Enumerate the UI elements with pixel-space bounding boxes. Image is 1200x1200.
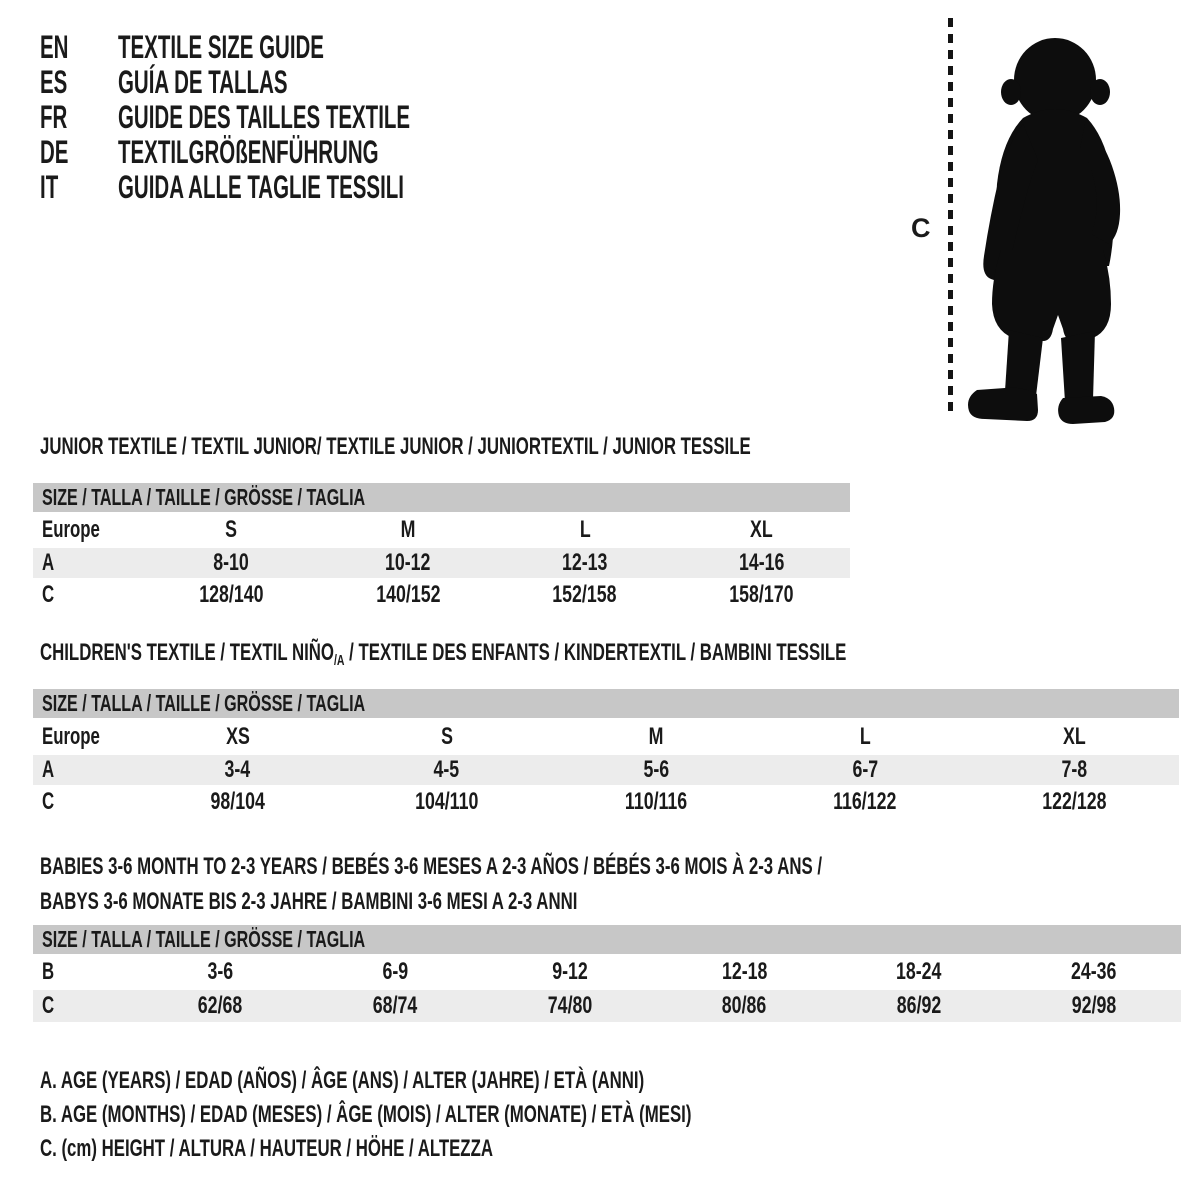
row-label-text: A bbox=[42, 756, 55, 783]
row-label-text: C bbox=[42, 787, 55, 815]
table-cell bbox=[497, 548, 674, 578]
cell-text: 6-9 bbox=[382, 958, 408, 985]
lang-code-en bbox=[40, 30, 118, 65]
table-cell bbox=[970, 755, 1179, 785]
table-cell bbox=[673, 548, 850, 578]
lang-title-text: TEXTILGRÖßENFÜHRUNG bbox=[118, 134, 379, 170]
size-header-text: SIZE / TALLA / TAILLE / GRÖSSE / TAGLIA bbox=[42, 484, 366, 510]
legend-text: B. AGE (MONTHS) / EDAD (MESES) / ÂGE (MOIS) / ALTER (MONATE) / ETÀ (MESI) bbox=[40, 1101, 692, 1128]
lang-code-text: IT bbox=[40, 169, 59, 205]
table-cell bbox=[482, 990, 657, 1022]
row-label-text: A bbox=[42, 549, 55, 576]
table-cell bbox=[482, 954, 657, 990]
row-label-cell bbox=[33, 990, 133, 1022]
size-col-header bbox=[761, 718, 970, 755]
cell-text: 158/170 bbox=[729, 581, 794, 608]
size-col-text: XS bbox=[225, 722, 250, 750]
cell-text: 18-24 bbox=[896, 958, 942, 985]
babies-months-row bbox=[33, 954, 1181, 990]
lang-title-de bbox=[118, 135, 574, 170]
junior-columns-row bbox=[33, 512, 850, 548]
junior-height-row bbox=[33, 578, 850, 612]
cell-text: 12-18 bbox=[721, 958, 768, 985]
size-col-header bbox=[970, 718, 1179, 755]
table-cell bbox=[1006, 990, 1181, 1022]
table-cell bbox=[133, 755, 342, 785]
size-col-text: XL bbox=[750, 516, 773, 543]
cell-text: 140/152 bbox=[376, 581, 441, 608]
size-col-header bbox=[133, 718, 342, 755]
cell-text: 122/128 bbox=[1042, 787, 1107, 815]
table-cell bbox=[143, 578, 320, 612]
legend-line-b bbox=[40, 1098, 971, 1132]
children-title-text bbox=[40, 640, 846, 674]
children-title-post: / TEXTILE DES ENFANTS / KINDERTEXTIL / BAMBINI TESSILE bbox=[344, 639, 847, 666]
size-header-band bbox=[33, 689, 1179, 718]
babies-size-table bbox=[33, 925, 1181, 1022]
baby-silhouette-icon bbox=[963, 28, 1141, 428]
size-col-text: L bbox=[579, 516, 591, 543]
lang-code-text: EN bbox=[40, 29, 69, 65]
lang-code-de bbox=[40, 135, 118, 170]
size-col-text: XL bbox=[1063, 722, 1086, 750]
cell-text: 12-13 bbox=[562, 549, 608, 576]
row-label-text: B bbox=[42, 958, 55, 985]
height-dashed-line bbox=[948, 18, 953, 416]
babies-height-row bbox=[33, 990, 1181, 1022]
table-cell bbox=[832, 954, 1007, 990]
table-cell bbox=[1006, 954, 1181, 990]
region-label-text: Europe bbox=[42, 722, 100, 750]
cell-text: 8-10 bbox=[213, 549, 250, 576]
cell-text: 68/74 bbox=[372, 992, 418, 1019]
row-label-cell bbox=[33, 548, 143, 578]
cell-text: 152/158 bbox=[552, 581, 617, 608]
children-section-title bbox=[40, 640, 1192, 674]
lang-code-fr bbox=[40, 100, 118, 135]
size-col-text: M bbox=[400, 516, 416, 543]
cell-text: 14-16 bbox=[738, 549, 785, 576]
lang-code-it bbox=[40, 170, 118, 205]
size-col-text: L bbox=[859, 722, 871, 750]
table-cell bbox=[970, 785, 1179, 818]
row-label-cell bbox=[33, 755, 133, 785]
cell-text: 3-6 bbox=[207, 958, 234, 985]
row-label-text: C bbox=[42, 992, 55, 1019]
lang-code-text: DE bbox=[40, 134, 69, 170]
cell-text: 9-12 bbox=[551, 958, 588, 985]
cell-text: 24-36 bbox=[1070, 958, 1117, 985]
size-col-text: M bbox=[648, 722, 664, 750]
row-label-cell bbox=[33, 785, 133, 818]
table-cell bbox=[673, 578, 850, 612]
cell-text: 5-6 bbox=[643, 756, 669, 783]
size-col-header bbox=[143, 512, 320, 548]
table-cell bbox=[133, 954, 308, 990]
lang-title-fr bbox=[118, 100, 574, 135]
size-col-header bbox=[551, 718, 760, 755]
lang-title-text: GUÍA DE TALLAS bbox=[118, 64, 288, 100]
table-cell bbox=[342, 785, 551, 818]
cell-text: 110/116 bbox=[624, 787, 688, 815]
cell-text: 7-8 bbox=[1061, 756, 1088, 783]
children-height-row bbox=[33, 785, 1179, 818]
junior-section-title bbox=[40, 434, 1055, 460]
row-label-text: C bbox=[42, 581, 55, 608]
size-header-text: SIZE / TALLA / TAILLE / GRÖSSE / TAGLIA bbox=[42, 926, 366, 952]
size-col-header bbox=[673, 512, 850, 548]
table-cell bbox=[761, 785, 970, 818]
children-columns-row bbox=[33, 718, 1179, 755]
region-label-text: Europe bbox=[42, 516, 100, 543]
junior-size-table bbox=[33, 483, 850, 612]
size-header-band bbox=[33, 925, 1181, 954]
table-cell bbox=[761, 755, 970, 785]
size-col-text: S bbox=[440, 722, 453, 750]
children-title-sub: /A bbox=[333, 652, 345, 669]
size-col-header bbox=[342, 718, 551, 755]
cell-text: 10-12 bbox=[385, 549, 431, 576]
cell-text: 4-5 bbox=[433, 756, 460, 783]
babies-title-line1: BABIES 3-6 MONTH TO 2-3 YEARS / BEBÉS 3-6 MESES A 2-3 AÑOS / BÉBÉS 3-6 MOIS À 2-3 ANS / bbox=[40, 853, 823, 880]
junior-title-text: JUNIOR TEXTILE / TEXTIL JUNIOR/ TEXTILE JUNIOR / JUNIORTEXTIL / JUNIOR TESSILE bbox=[40, 433, 751, 460]
table-cell bbox=[133, 785, 342, 818]
lang-title-es bbox=[118, 65, 574, 100]
legend-text: A. AGE (YEARS) / EDAD (AÑOS) / ÂGE (ANS) / ALTER (JAHRE) / ETÀ (ANNI) bbox=[40, 1067, 645, 1094]
lang-title-text: GUIDA ALLE TAGLIE TESSILI bbox=[118, 169, 404, 205]
babies-section-title bbox=[40, 849, 1157, 919]
table-cell bbox=[497, 578, 674, 612]
cell-text: 62/68 bbox=[198, 992, 243, 1019]
cell-text: 86/92 bbox=[896, 992, 942, 1019]
height-figure bbox=[905, 10, 1160, 420]
cell-text: 98/104 bbox=[210, 787, 265, 815]
height-measure-label: C bbox=[911, 213, 931, 243]
table-cell bbox=[832, 990, 1007, 1022]
cell-text: 74/80 bbox=[547, 992, 592, 1019]
cell-text: 80/86 bbox=[722, 992, 767, 1019]
legend-line-a bbox=[40, 1064, 971, 1098]
table-cell bbox=[551, 755, 760, 785]
cell-text: 116/122 bbox=[833, 787, 897, 815]
table-cell bbox=[320, 548, 497, 578]
cell-text: 92/98 bbox=[1071, 992, 1116, 1019]
table-cell bbox=[551, 785, 760, 818]
children-size-table bbox=[33, 689, 1179, 818]
table-cell bbox=[308, 990, 483, 1022]
lang-code-text: FR bbox=[40, 99, 68, 135]
table-cell bbox=[342, 755, 551, 785]
cell-text: 128/140 bbox=[199, 581, 264, 608]
language-header bbox=[40, 30, 574, 205]
size-header-text: SIZE / TALLA / TAILLE / GRÖSSE / TAGLIA bbox=[42, 690, 366, 716]
table-cell bbox=[143, 548, 320, 578]
legend-text: C. (cm) HEIGHT / ALTURA / HAUTEUR / HÖHE / ALTEZZA bbox=[40, 1135, 493, 1162]
region-label-cell bbox=[33, 718, 133, 755]
legend bbox=[40, 1064, 971, 1166]
lang-title-text: GUIDE DES TAILLES TEXTILE bbox=[118, 99, 411, 135]
table-cell bbox=[657, 990, 832, 1022]
table-cell bbox=[657, 954, 832, 990]
size-header-band bbox=[33, 483, 850, 512]
size-col-header bbox=[497, 512, 674, 548]
babies-title-line2: BABYS 3-6 MONATE BIS 2-3 JAHRE / BAMBINI 3-6 MESI A 2-3 ANNI bbox=[40, 888, 578, 915]
junior-age-row bbox=[33, 548, 850, 578]
lang-title-en bbox=[118, 30, 574, 65]
lang-code-text: ES bbox=[40, 64, 68, 100]
lang-title-it bbox=[118, 170, 574, 205]
row-label-cell bbox=[33, 954, 133, 990]
size-col-text: S bbox=[225, 516, 238, 543]
row-label-cell bbox=[33, 578, 143, 612]
region-label-cell bbox=[33, 512, 143, 548]
cell-text: 104/110 bbox=[415, 787, 479, 815]
lang-title-text: TEXTILE SIZE GUIDE bbox=[118, 29, 324, 65]
cell-text: 6-7 bbox=[852, 756, 878, 783]
legend-line-c bbox=[40, 1132, 971, 1166]
cell-text: 3-4 bbox=[224, 756, 251, 783]
table-cell bbox=[133, 990, 308, 1022]
size-col-header bbox=[320, 512, 497, 548]
children-title-pre: CHILDREN'S TEXTILE / TEXTIL NIÑO bbox=[40, 639, 334, 666]
table-cell bbox=[320, 578, 497, 612]
lang-code-es bbox=[40, 65, 118, 100]
children-age-row bbox=[33, 755, 1179, 785]
table-cell bbox=[308, 954, 483, 990]
